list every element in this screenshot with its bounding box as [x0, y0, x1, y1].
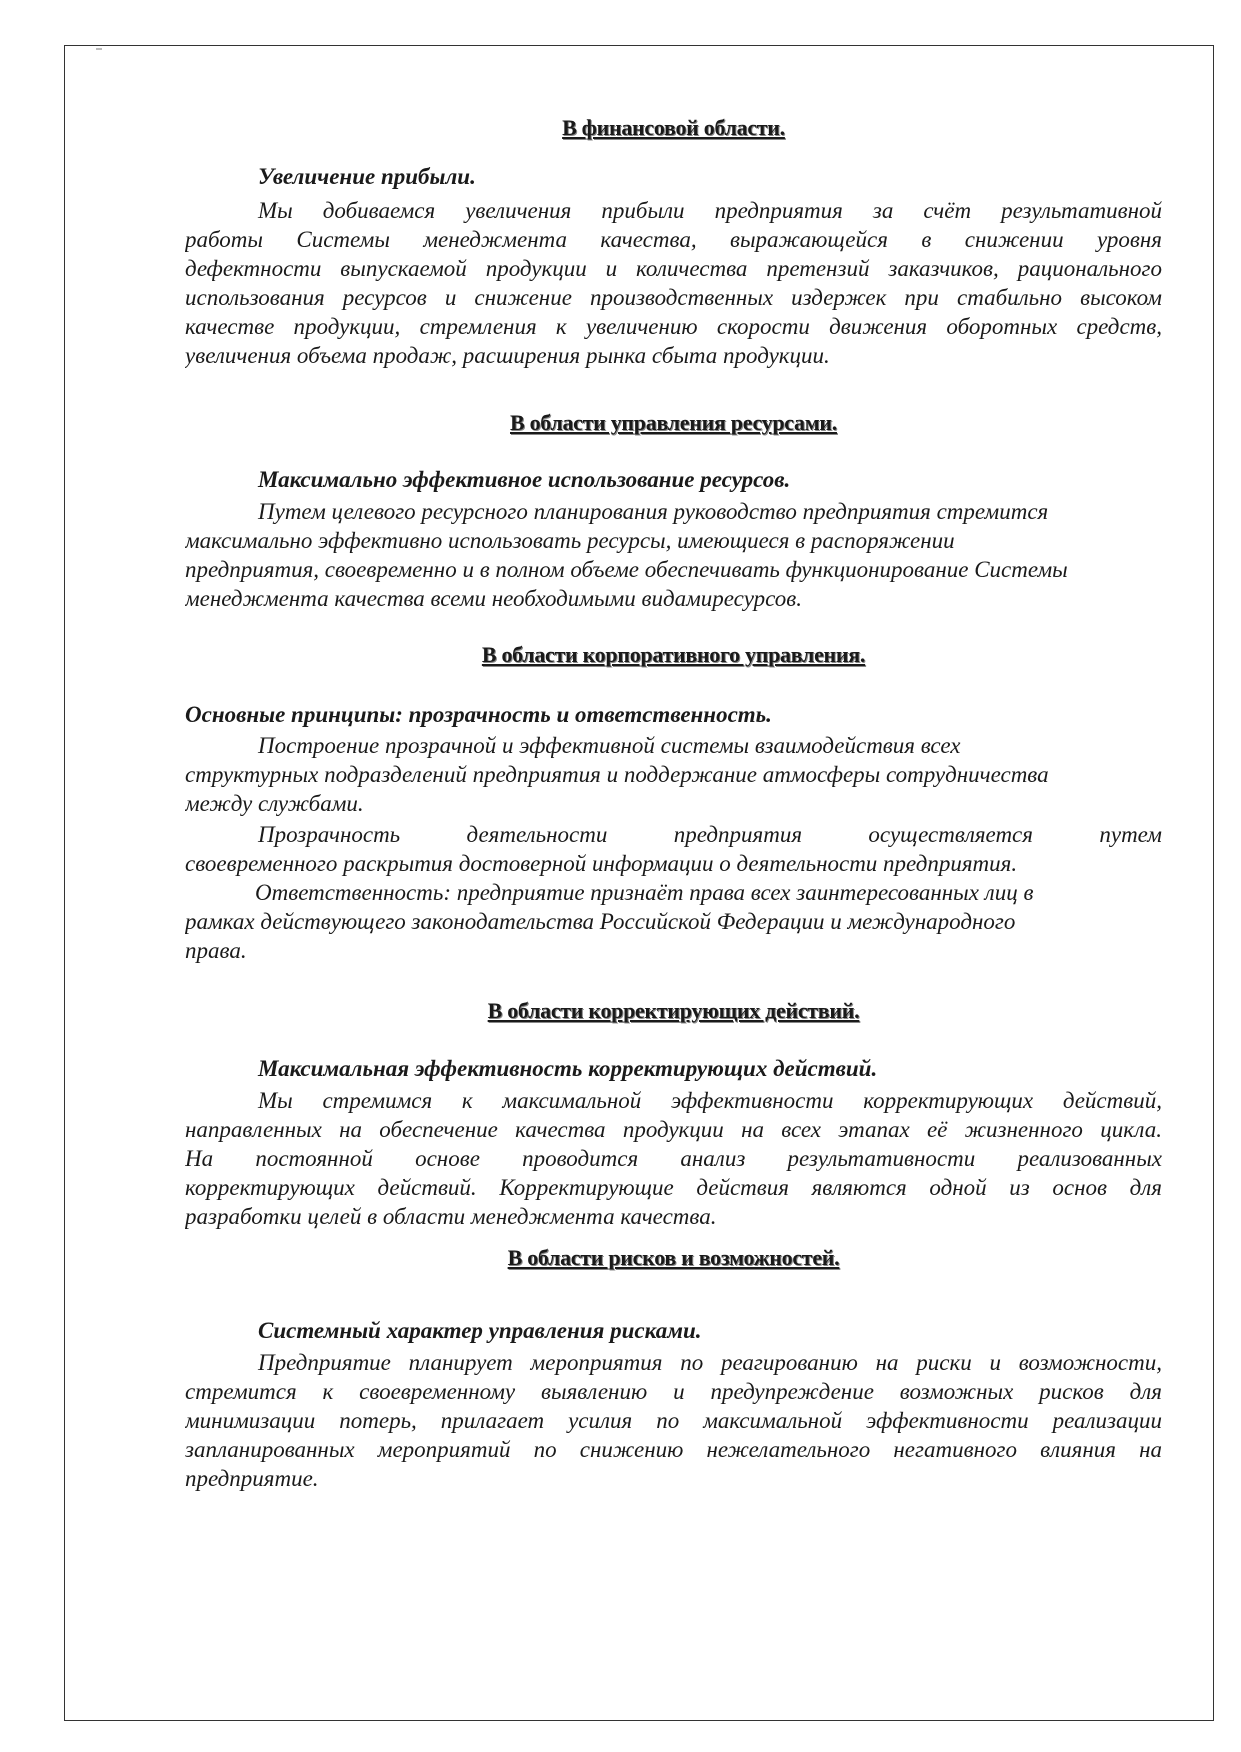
text-line: Ответственность: предприятие признаёт права всех заинтересованных лиц в — [255, 880, 1034, 905]
subheading-risks: Системный характер управления рисками. — [258, 1318, 702, 1343]
text-line: Построение прозрачной и эффективной системы взаимодействия всех — [258, 733, 961, 758]
section-heading-resources: В области управления ресурсами. — [510, 410, 837, 435]
text-line: использования ресурсов и снижение производственных издержек при стабильно высоком — [185, 285, 1162, 310]
text-line: рамках действующего законодательства Российской Федерации и международного — [185, 909, 1016, 934]
text-line: запланированных мероприятий по снижению нежелательного негативного влияния на — [185, 1437, 1162, 1462]
subheading-corrective: Максимальная эффективность корректирующих действий. — [258, 1056, 878, 1081]
paragraph-corrective — [185, 1086, 1162, 1231]
section-heading-corrective: В области корректирующих действий. — [487, 998, 860, 1023]
text-line: права. — [185, 938, 247, 963]
section-heading-corporate: В области корпоративного управления. — [481, 642, 866, 667]
section-heading-risks: В области рисков и возможностей. — [507, 1245, 840, 1270]
text-line: максимально эффективно использовать ресурсы, имеющиеся в распоряжении — [185, 528, 955, 553]
paragraph-transparency — [185, 820, 1162, 878]
scan-speck — [96, 48, 102, 50]
subheading-profit: Увеличение прибыли. — [258, 164, 476, 189]
text-line: Предприятие планирует мероприятия по реагированию на риски и возможности, — [258, 1350, 1162, 1375]
paragraph-resources — [185, 497, 1162, 613]
text-line: предприятия, своевременно и в полном объеме обеспечивать функционирование Системы — [185, 557, 1068, 582]
paragraph-profit — [185, 196, 1162, 370]
text-line: разработки целей в области менеджмента качества. — [185, 1204, 717, 1229]
text-line: Мы добиваемся увеличения прибыли предприятия за счёт результативной — [258, 198, 1162, 223]
text-line: предприятие. — [185, 1466, 319, 1491]
text-line: На постоянной основе проводится анализ результативности реализованных — [185, 1146, 1162, 1171]
text-line: дефектности выпускаемой продукции и количества претензий заказчиков, рационального — [185, 256, 1162, 281]
text-line: стремится к своевременному выявлению и предупреждение возможных рисков для — [185, 1379, 1162, 1404]
text-line: между службами. — [185, 791, 364, 816]
text-line: корректирующих действий. Корректирующие действия являются одной из основ для — [185, 1175, 1162, 1200]
text-line: Прозрачность деятельности предприятия осуществляется путем — [258, 822, 1162, 847]
text-line: Путем целевого ресурсного планирования руководство предприятия стремится — [258, 499, 1049, 524]
text-line: структурных подразделений предприятия и поддержание атмосферы сотрудничества — [185, 762, 1049, 787]
paragraph-risks — [185, 1348, 1162, 1493]
text-line: своевременного раскрытия достоверной информации о деятельности предприятия. — [185, 851, 1018, 876]
subheading-principles: Основные принципы: прозрачность и ответственность. — [185, 702, 772, 727]
text-line: качестве продукции, стремления к увеличению скорости движения оборотных средств, — [185, 314, 1162, 339]
text-line: менеджмента качества всеми необходимыми видамиресурсов. — [185, 586, 803, 611]
section-heading-finance: В финансовой области. — [562, 115, 785, 140]
text-line: увеличения объема продаж, расширения рынка сбыта продукции. — [185, 343, 830, 368]
text-line: направленных на обеспечение качества продукции на всех этапах её жизненного цикла. — [185, 1117, 1162, 1142]
paragraph-interaction — [185, 731, 1162, 818]
subheading-resources: Максимально эффективное использование ресурсов. — [258, 467, 791, 492]
paragraph-responsibility — [185, 878, 1162, 965]
text-line: Мы стремимся к максимальной эффективности корректирующих действий, — [258, 1088, 1162, 1113]
text-line: минимизации потерь, прилагает усилия по максимальной эффективности реализации — [185, 1408, 1162, 1433]
text-line: работы Системы менеджмента качества, выражающейся в снижении уровня — [185, 227, 1162, 252]
